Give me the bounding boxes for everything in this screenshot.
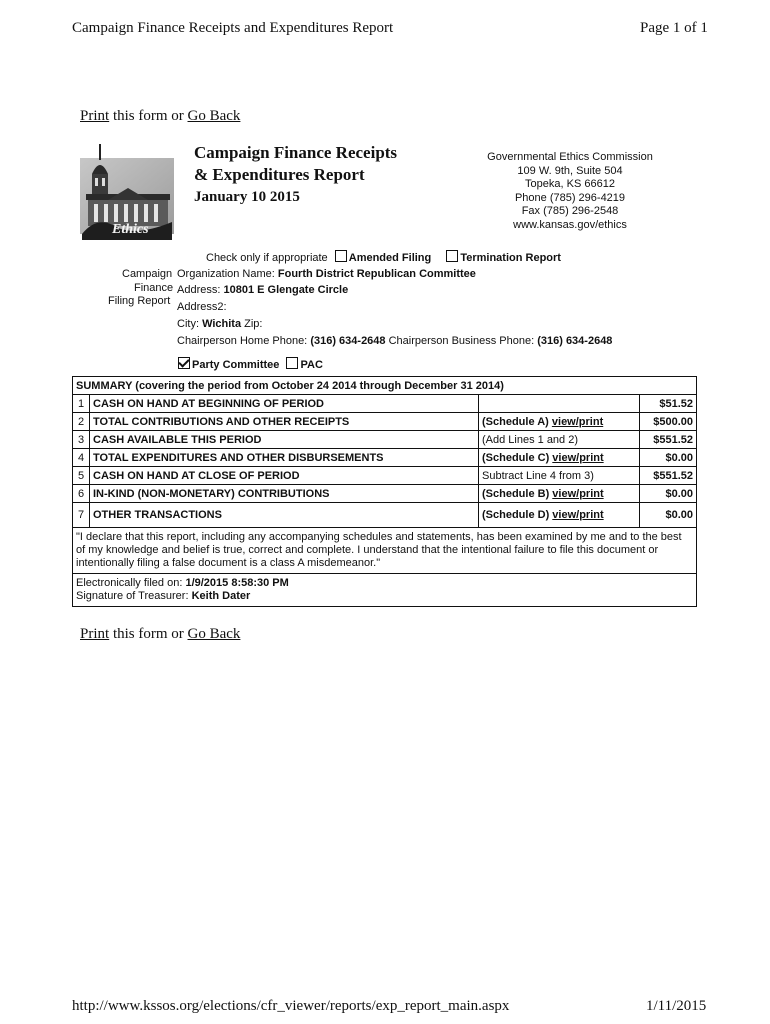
pac-checkbox[interactable]: [286, 357, 298, 369]
summary-row-schedule-name: (Schedule A): [482, 415, 552, 428]
summary-row-label: CASH ON HAND AT CLOSE OF PERIOD: [90, 467, 479, 485]
summary-row-schedule: [479, 395, 640, 413]
view-print-link[interactable]: view/print: [551, 415, 604, 428]
declaration-text: "I declare that this report, including any accompanying schedules and statements, has been examined by me and to the best of my knowledge and belief is true, correct and complete. I understand that the intentional failure to file this document or intentionally filing a false document is a class A misdemeanor.": [73, 528, 697, 574]
commission-address: [470, 151, 670, 232]
filing-type-row: [206, 250, 561, 264]
summary-row: [73, 503, 697, 528]
go-back-link[interactable]: Go Back: [187, 108, 241, 124]
city-label: City:: [177, 318, 199, 330]
commission-phone: Phone (785) 296-4219: [514, 191, 626, 204]
summary-row-number: 4: [73, 449, 90, 467]
city-value: Wichita: [202, 318, 242, 330]
bottom-nav: [80, 626, 240, 643]
termination-report-checkbox[interactable]: [446, 250, 458, 262]
city-zip-row: [177, 318, 262, 330]
side-label-filing-report: Filing Report: [108, 295, 171, 307]
print-header-title: Campaign Finance Receipts and Expenditures Report: [72, 20, 394, 36]
top-nav: [80, 108, 240, 125]
signature-value: Keith Dater: [191, 590, 251, 602]
summary-row-amount: $0.00: [640, 449, 697, 467]
commission-fax: Fax (785) 296-2548: [521, 205, 619, 217]
summary-row-number: 6: [73, 485, 90, 503]
print-header-page-number: Page 1 of 1: [640, 20, 708, 36]
amended-filing-checkbox[interactable]: [335, 250, 347, 262]
summary-row: [73, 449, 697, 467]
commission-website: www.kansas.gov/ethics: [513, 218, 627, 231]
summary-row-schedule: [479, 485, 640, 503]
summary-row-label: OTHER TRANSACTIONS: [90, 503, 479, 528]
commission-name: Governmental Ethics Commission: [487, 151, 653, 163]
signature-label: Signature of Treasurer:: [76, 590, 189, 602]
print-link-bottom[interactable]: Print: [80, 626, 110, 642]
business-phone-value: (316) 634-2648: [537, 335, 613, 347]
print-footer-url: http://www.kssos.org/elections/cfr_viewer/reports/exp_report_main.aspx: [72, 998, 510, 1014]
report-title: [194, 142, 397, 208]
business-phone-label: Chairperson Business Phone:: [388, 335, 535, 347]
summary-row-amount: $0.00: [640, 503, 697, 528]
print-footer-date: 1/11/2015: [646, 998, 707, 1014]
go-back-link-bottom[interactable]: Go Back: [187, 626, 241, 642]
ethics-logo: [78, 144, 176, 240]
logo-text: Ethics: [112, 222, 149, 237]
summary-row-schedule: [479, 413, 640, 431]
summary-row-note: (Add Lines 1 and 2): [482, 433, 579, 446]
summary-row-schedule-name: (Schedule D): [482, 509, 553, 521]
summary-row-note: Subtract Line 4 from 3): [482, 469, 594, 482]
nav-middle-text-bottom: this form or: [109, 626, 188, 642]
summary-row-label: TOTAL EXPENDITURES AND OTHER DISBURSEMENTS: [90, 449, 479, 467]
report-date: January 10 2015: [194, 189, 300, 205]
party-committee-checkbox[interactable]: [178, 357, 190, 369]
side-label-campaign: Campaign: [122, 268, 173, 280]
summary-row-label: IN-KIND (NON-MONETARY) CONTRIBUTIONS: [90, 485, 479, 503]
view-print-link[interactable]: view/print: [552, 487, 604, 500]
summary-row-amount: $51.52: [640, 395, 697, 413]
summary-row-number: 2: [73, 413, 90, 431]
summary-row-label: CASH AVAILABLE THIS PERIOD: [90, 431, 479, 449]
amended-filing-label: Amended Filing: [348, 252, 432, 264]
home-phone-label: Chairperson Home Phone:: [177, 335, 308, 347]
declaration-row: [73, 528, 697, 574]
address-value: 10801 E Glengate Circle: [223, 284, 349, 296]
summary-row: [73, 431, 697, 449]
filed-on-line: [76, 577, 693, 590]
summary-row: [73, 485, 697, 503]
commission-street: 109 W. 9th, Suite 504: [517, 164, 623, 177]
summary-row-number: 3: [73, 431, 90, 449]
organization-name-value: Fourth District Republican Committee: [277, 268, 476, 280]
summary-row-label: CASH ON HAND AT BEGINNING OF PERIOD: [90, 395, 479, 413]
summary-heading: SUMMARY (covering the period from October 24 2014 through December 31 2014): [73, 377, 697, 395]
organization-name-row: [177, 268, 476, 280]
address2-row: [177, 301, 227, 313]
party-committee-label: Party Committee: [192, 359, 280, 371]
report-title-line-1: Campaign Finance Receipts: [194, 143, 398, 162]
check-prompt: Check only if appropriate: [206, 252, 328, 264]
summary-row-amount: $0.00: [640, 485, 697, 503]
pac-label: PAC: [300, 359, 323, 371]
view-print-link[interactable]: view/print: [552, 451, 604, 464]
summary-row-amount: $551.52: [640, 467, 697, 485]
nav-middle-text: this form or: [109, 108, 188, 124]
side-label-finance: Finance: [134, 282, 174, 294]
termination-report-label: Termination Report: [460, 252, 561, 264]
print-link[interactable]: Print: [80, 108, 110, 124]
filed-on-label: Electronically filed on:: [76, 577, 183, 589]
summary-row-number: 5: [73, 467, 90, 485]
signature-line: [76, 590, 693, 603]
summary-row-number: 1: [73, 395, 90, 413]
summary-row-number: 7: [73, 503, 90, 528]
summary-row-schedule: [479, 431, 640, 449]
summary-row-amount: $551.52: [640, 431, 697, 449]
filed-on-value: 1/9/2015 8:58:30 PM: [185, 577, 289, 589]
summary-row-schedule-name: (Schedule C): [482, 451, 553, 464]
summary-row-amount: $500.00: [640, 413, 697, 431]
view-print-link[interactable]: view/print: [552, 509, 604, 521]
home-phone-value: (316) 634-2648: [310, 335, 386, 347]
address-label: Address:: [177, 284, 221, 296]
summary-row-schedule: [479, 503, 640, 528]
organization-name-label: Organization Name:: [177, 268, 275, 280]
filing-info-row: [73, 574, 697, 607]
summary-row-label: TOTAL CONTRIBUTIONS AND OTHER RECEIPTS: [90, 413, 479, 431]
report-title-line-2: & Expenditures Report: [194, 165, 365, 184]
summary-row: [73, 413, 697, 431]
address2-label: Address2:: [177, 301, 227, 313]
summary-row-schedule: [479, 449, 640, 467]
address-row: [177, 284, 348, 296]
summary-row-schedule: [479, 467, 640, 485]
summary-row-schedule-name: (Schedule B): [482, 487, 553, 500]
commission-city: Topeka, KS 66612: [525, 178, 615, 190]
phone-row: [177, 335, 612, 347]
committee-type-row: [174, 357, 323, 371]
summary-heading-row: [73, 377, 697, 395]
summary-row: [73, 467, 697, 485]
summary-row: [73, 395, 697, 413]
zip-label: Zip:: [244, 318, 263, 330]
summary-table: [72, 376, 697, 607]
